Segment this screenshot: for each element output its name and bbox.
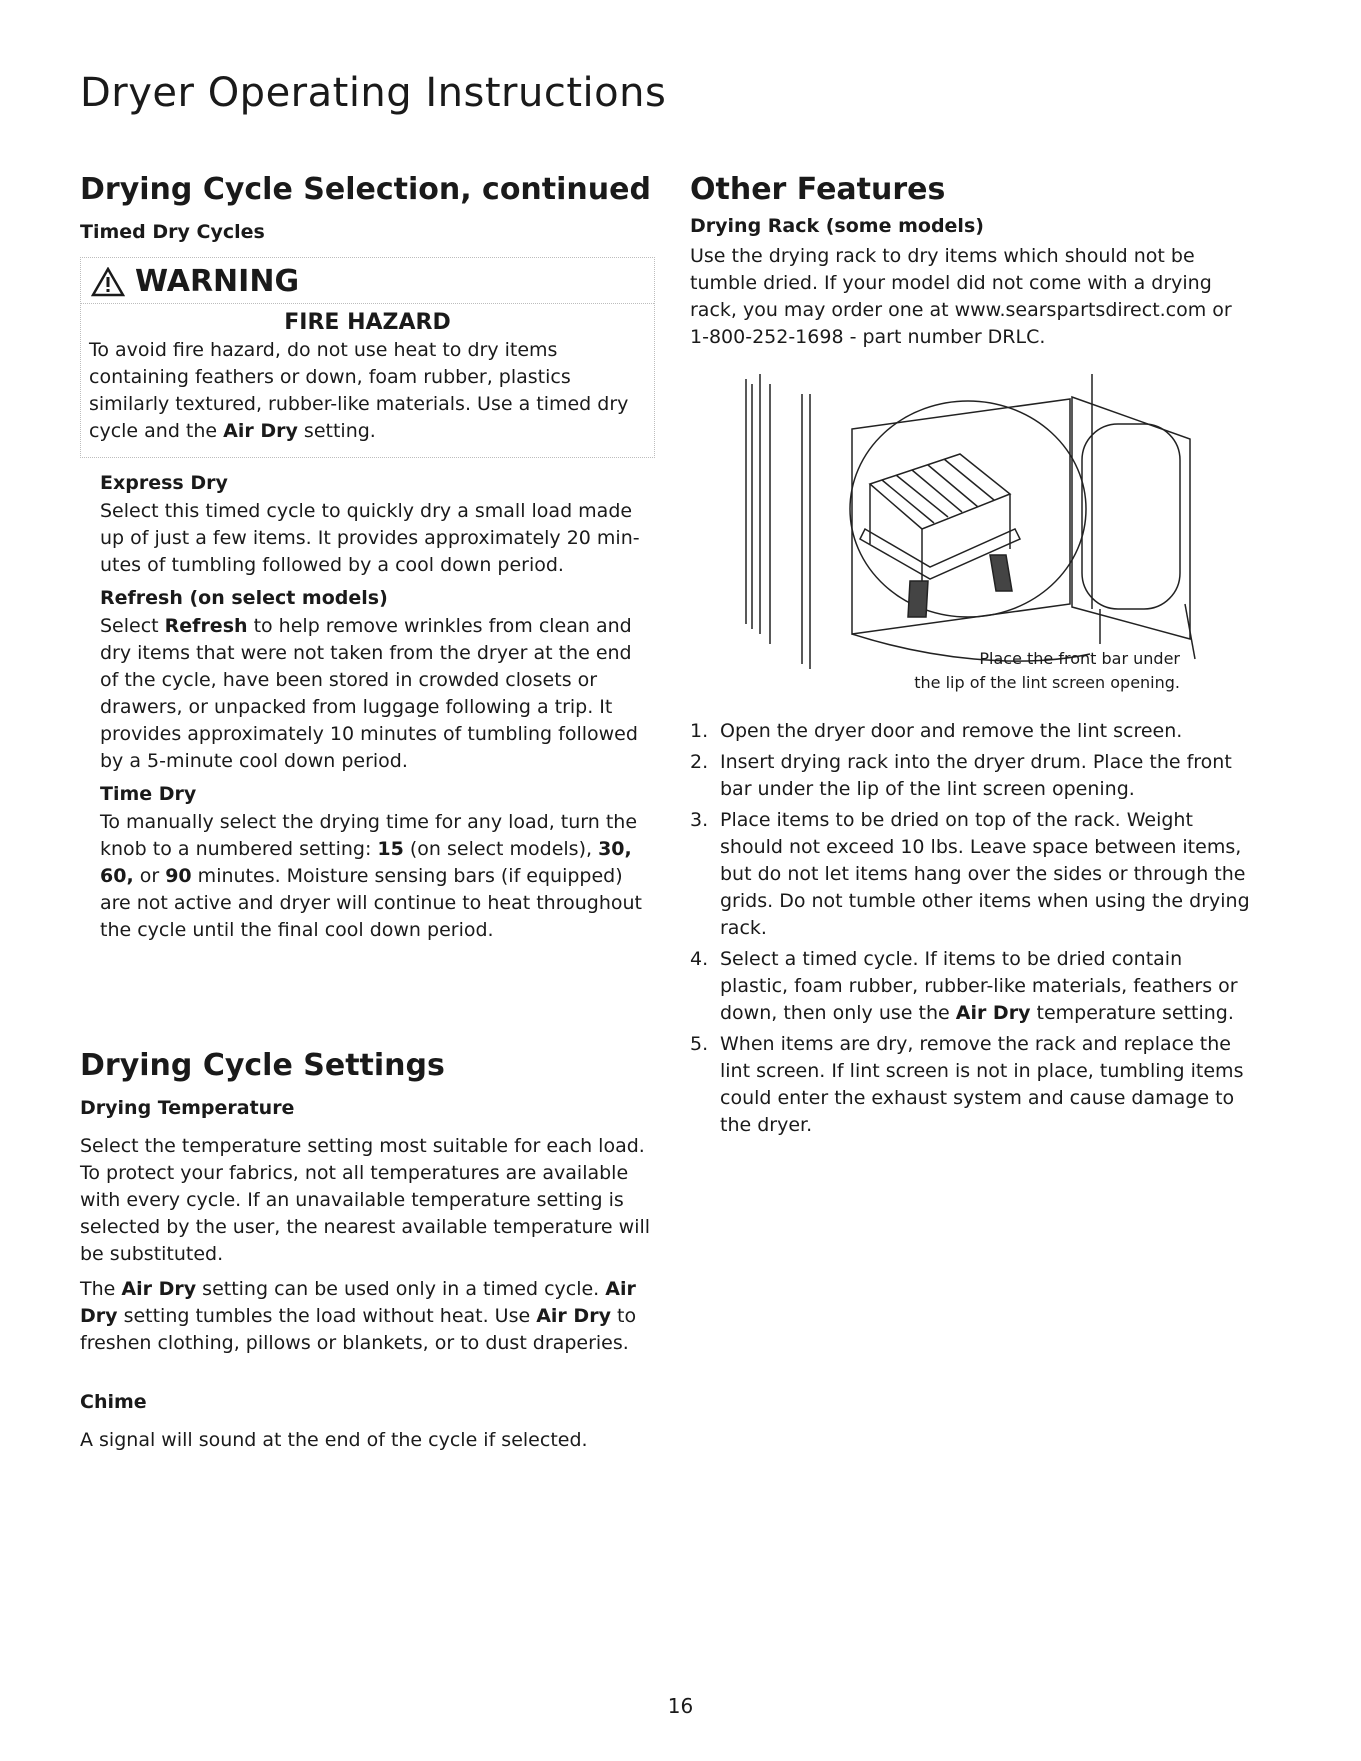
- right-column: [690, 172, 1250, 1143]
- warning-label: WARNING: [135, 264, 300, 299]
- drying-rack-illustration: [690, 369, 1250, 704]
- drying-rack-heading: Drying Rack (some models): [690, 215, 984, 237]
- express-dry-heading: Express Dry: [100, 472, 228, 494]
- illustration-caption: Place the front bar under the lip of the lint screen opening.: [914, 649, 1180, 692]
- fire-hazard-label: FIRE HAZARD: [284, 310, 451, 335]
- drying-temperature-text: Select the temperature setting most suitable for each load. To protect your fabrics, not all temperatures are available with every cycle. If an unavailable temperature setting is selected by the user, the nearest available temperature will be substituted.: [80, 1135, 651, 1265]
- section-title-cycle-settings: Drying Cycle Settings: [80, 1048, 445, 1083]
- section-title-cycle-selection: Drying Cycle Selection, continued: [80, 172, 651, 207]
- chime-text: A signal will sound at the end of the cycle if selected.: [80, 1429, 588, 1451]
- chime-heading: Chime: [80, 1391, 147, 1413]
- time-dry-heading: Time Dry: [100, 783, 197, 805]
- list-item: 2. Insert drying rack into the dryer drum. Place the front bar under the lip of the lint screen opening.: [690, 751, 1232, 800]
- refresh-heading: Refresh (on select models): [100, 587, 388, 609]
- drying-temperature-heading: Drying Temperature: [80, 1097, 295, 1119]
- time-dry-text: To manually select the drying time for any load, turn the knob to a numbered setting: 15 (on select models), 30, 60, or 90 minutes. Moisture sensing bars (if equipped) are not active and dryer will continue to heat throughout the cycle until the final cool down period.: [100, 811, 642, 941]
- refresh-text: Select Refresh to help remove wrinkles from clean and dry items that were not taken from the dryer at the end of the cycle, have been stored in crowded closets or drawers, or unpacked from luggage following a trip. It provides approximately 10 minutes of tumbling followed by a 5-minute cool down period.: [100, 615, 638, 772]
- list-item: 1. Open the dryer door and remove the lint screen.: [690, 720, 1183, 742]
- warning-box: [80, 257, 655, 458]
- list-item: 4. Select a timed cycle. If items to be dried contain plastic, foam rubber, rubber-like materials, feathers or down, then only use the Air Dry temperature setting.: [690, 948, 1238, 1024]
- air-dry-text: The Air Dry setting can be used only in a timed cycle. Air Dry setting tumbles the load without heat. Use Air Dry to freshen clothing, pillows or blankets, or to dust draperies.: [80, 1278, 637, 1354]
- list-item: 5. When items are dry, remove the rack and replace the lint screen. If lint screen is not in place, tumbling items could enter the exhaust system and cause damage to the dryer.: [690, 1033, 1244, 1136]
- page-title: Dryer Operating Instructions: [80, 70, 667, 116]
- page-number: 16: [667, 1694, 694, 1718]
- left-column: [80, 172, 655, 1462]
- warning-header: [81, 258, 654, 304]
- warning-triangle-icon: [91, 267, 125, 297]
- list-item: 3. Place items to be dried on top of the rack. Weight should not exceed 10 lbs. Leave space between items, but do not let items hang over the sides or through the grids. Do not tumble other items when using the drying rack.: [690, 809, 1250, 939]
- drying-rack-intro: Use the drying rack to dry items which should not be tumble dried. If your model did not come with a drying rack, you may order one at www.searspartsdirect.com or 1-800-252-1698 - part number DRLC.: [690, 245, 1232, 348]
- section-title-other-features: Other Features: [690, 172, 946, 207]
- rack-steps-list: [690, 718, 1250, 1139]
- warning-text: To avoid fire hazard, do not use heat to dry items containing feathers or down, foam rubber, plastics similarly textured, rubber-like materials. Use a timed dry cycle and the Air Dry setting.: [89, 339, 629, 442]
- express-dry-text: Select this timed cycle to quickly dry a small load made up of just a few items. It provides approximately 20 min-utes of tumbling followed by a cool down period.: [100, 500, 640, 576]
- timed-dry-heading: Timed Dry Cycles: [80, 221, 265, 243]
